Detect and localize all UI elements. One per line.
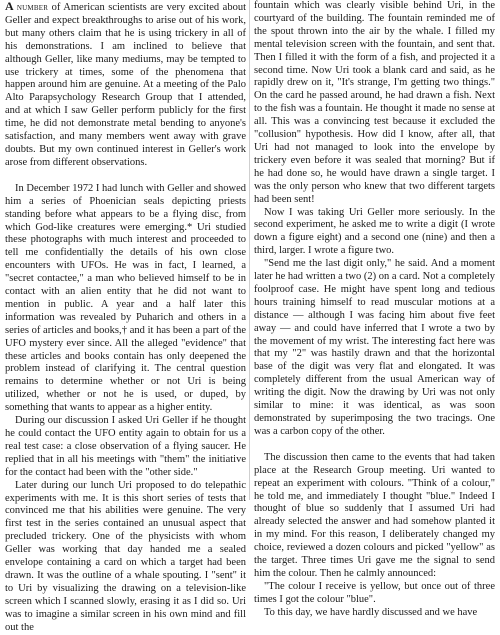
- small-caps-text: number: [16, 2, 49, 13]
- drop-cap-text: A: [5, 0, 17, 13]
- paragraph: "Send me the last digit only," he said. And a moment later he had written a two (2) on a card. Not a completely foolproof case. He might have spent long and tedious hours training himself to read muscular motions at a distance — although I was facing him about five feet away — and could have inferred that I wrote a two by the movement of my wrist. The interesting fact here was that my "2" was hastily drawn and that the horizontal base of the digit was very flat and elongated. It was completely different from the usual American way of writing the digit. Now the drawing by Uri was not only similar to mine: it was identical, as was soon demonstrated by superimposing the two tracings. One was a carbon copy of the other.: [254, 258, 495, 437]
- paragraph: fountain which was clearly visible behind Uri, in the courtyard of the building. The fountain reminded me of the spout thrown into the air by the whale. I filled my mental television screen with the fountain, and sent that. Then I filled it with the form of a fish, and projected it a second time. Now Uri took a blank card and said, as he rapidly drew on it, "It's strange, I'm getting two things." On the card he passed around, he had drawn a fish. Next to the fish was a fountain. He thought it made no sense at all. This was a convincing test because it excluded the "collusion" hypothesis. How did I know, after all, that Uri had not managed to look into the envelope by trickery even before it was sealed that morning? But if he had done so, he would have drawn a single target. I was the only person who knew that two different targets had been sent!: [254, 0, 495, 205]
- paragraph: To this day, we have hardly discussed and we have: [264, 606, 478, 618]
- paragraph: Now I was taking Uri Geller more seriously. In the second experiment, he asked me to write a digit (I wrote down a figure eight) and a second one (nine) and then a third, larger. I wrote a figure two.: [254, 206, 495, 257]
- paragraph: During our discussion I asked Uri Geller if he thought he could contact the UFO entity again to obtain for us a real test case: a close observation of a flying saucer. He replied that in all his meetings with "them" the initiative for the contact had been with the "other side.": [5, 415, 246, 478]
- paragraph: [5, 0, 246, 170]
- column-divider: [249, 0, 250, 500]
- paragraph: The discussion then came to the events that had taken place at the Research Group meeting. Uri wanted to repeat an experiment with colours. "Think of a colour," he told me, and immediately I thought "blue." Indeed I thought of blue so suddenly that I assumed Uri had already selected the answer and had somehow planted it in my mind. For this reason, I deliberately changed my choice, reviewed a dozen colours and picked "yellow" as the target. Three times Uri gave me the signal to send him the colour. Then he calmly announced:: [254, 451, 495, 579]
- right-column: [254, 0, 495, 620]
- paragraph: Later during our lunch Uri proposed to do telepathic experiments with me. It is this short series of tests that convinced me that his abilities were genuine. The very first test in the series contained an unusual aspect that precluded trickery. One of the physicists with whom Geller was working that day handed me a sealed envelope containing a card on which a target had been drawn. It was the outline of a whale spouting. I "sent" it to Uri by visualizing the drawing on a television-like screen which I scanned slowly, erasing it as I did so. Uri was to imagine a similar screen in his own mind and fill out the: [5, 479, 246, 633]
- paragraph-text: of American scientists are very excited about Geller and expect breakthroughs to arise out of his work, but many others claim that he is using trickery in all of his demonstrations. I am inclined to believe that although Geller, like many mediums, may be tempted to use trickery at times, some of the phenomena that happen around him are genuine. At a meeting of the Palo Alto Parapsychology Research Group that I attended, and at which I saw Geller perform publicly for the first time, he did not demonstrate metal bending to anyone's satisfaction, and many members went away with grave doubts. But my own continued interest in Geller's work arose from different observations.: [5, 2, 246, 168]
- paragraph: In December 1972 I had lunch with Geller and showed him a series of Phoenician seals depicting priests standing before what appears to be a flying disc, from which God-like creatures were emerging.* Uri studied these photographs with much interest and proceeded to tell me confidentially the details of his own close encounters with UFOs. He was in fact, I learned, a "secret contactee," a man who believed himself to be in contact with an alien entity that he did not want to mention in public. A year and a half later this information was revealed by Puharich and others in a series of articles and books,† and it has been a part of the UFO mystery ever since. All the alleged "evidence" that these articles and books contain has only deepened the problem instead of clarifying it. The central question remains to determine whether or not Uri is being utilized, whether or not he is used, or duped, by something that wants to appear as a higher entity.: [5, 182, 246, 414]
- left-column: [5, 0, 246, 635]
- paragraph: "The colour I receive is yellow, but once out of three times I got the colour "blue".: [254, 580, 495, 605]
